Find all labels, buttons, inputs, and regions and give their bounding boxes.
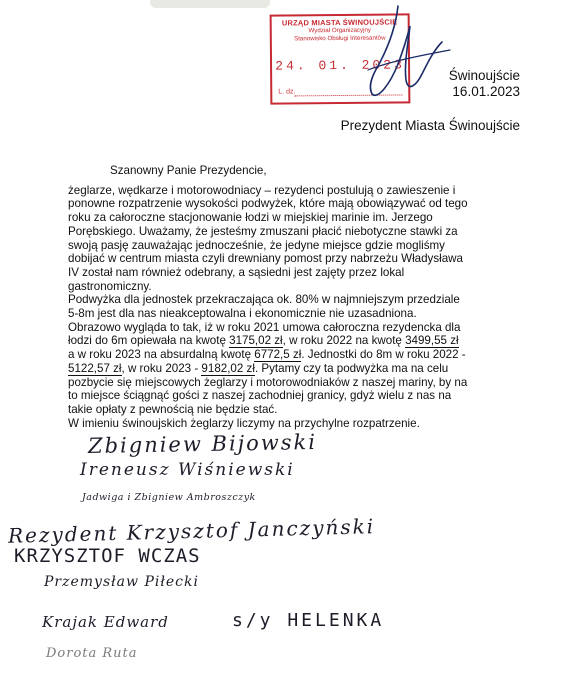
recipient: Prezydent Miasta Świnoujście bbox=[340, 118, 520, 133]
page-top-edge bbox=[150, 0, 270, 8]
stamp-unit: Stanowisko Obsługi Interesantów bbox=[294, 34, 386, 43]
signature-6: Przemysław Piłecki bbox=[44, 574, 199, 590]
greeting: Szanowny Panie Prezydencie, bbox=[110, 164, 267, 177]
amount-2023: 6772,5 zł bbox=[254, 348, 302, 362]
p2-text-a: Podwyżka dla jednostek przekraczająca ok. 80% w najmniejszym przedziale 5-8m jest dla nas nieakceptowalna i ekonomicznie nie uzasadniona. Obrazowo wygląda to tak, iż w roku 2021 umowa całoroczna rezydencka dla łodzi do 6m opiewała na kwotę bbox=[68, 293, 461, 348]
place: Świnoujście bbox=[448, 68, 520, 83]
signature-4: Rezydent Krzysztof Janczyński bbox=[7, 514, 376, 548]
amount8-2023: 9182,02 zł bbox=[201, 361, 255, 375]
signature-7: Krajak Edward bbox=[42, 613, 169, 631]
p2-text-c: a w roku 2023 na absurdalną kwotę bbox=[68, 348, 255, 362]
p2-text-f: . Pytamy czy ta podwyżka ma na celu pozbycie się miejscowych żeglarzy i motorowodniaków z naszej mariny, by na to miejsce ściągnąć gości z naszej zachodniej granicy, gdyż wielu z nas na takie opłaty z pewnością nie będzie stać. bbox=[68, 361, 468, 416]
amount-2021: 3175,02 zł bbox=[229, 334, 283, 348]
paragraph-2 bbox=[68, 293, 468, 416]
signature-2: Ireneusz Wiśniewski bbox=[80, 460, 295, 480]
signature-5: KRZYSZTOF WCZAS bbox=[14, 545, 201, 567]
stamp-ldz-label: L. dz. bbox=[278, 88, 296, 96]
stamp-department: Wydział Organizacyjny bbox=[308, 26, 372, 35]
letter-date: 16.01.2023 bbox=[452, 84, 520, 99]
stamp-date: 24. 01. 2023 bbox=[275, 57, 405, 74]
place-date bbox=[449, 68, 520, 100]
p2-text-e: , w roku 2023 - bbox=[121, 361, 202, 375]
closing: W imieniu świnoujskich żeglarzy liczymy na przychylne rozpatrzenie. bbox=[68, 416, 420, 430]
letter-body bbox=[68, 164, 468, 430]
signature-8: s/y HELENKA bbox=[232, 610, 385, 631]
paragraph-1: żeglarze, wędkarze i motorowodniacy – rezydenci postulują o zawieszenie i ponowne rozpatrzenie wysokości podwyżek, które mają obowiązywać od tego roku za całoroczne stacjonowanie łodzi w miejskiej marinie im. Jerzego Porębskiego. Uważamy, że jesteśmy zmuszani płacić niebotyczne stawki za swoją pasję zauważając jednocześnie, że jedyne miejsce gdzie mogliśmy dobijać w centrum miasta czyli drewniany pomost przy nabrzeżu Władysława IV został nam również odebrany, a sąsiedni jest zajęty przez lokal gastronomiczny. bbox=[68, 183, 468, 293]
stamp-office: URZĄD MIASTA ŚWINOUJŚCIE bbox=[281, 17, 398, 28]
p2-text-b: , w roku 2022 na kwotę bbox=[282, 334, 406, 348]
clerk-signature bbox=[338, 4, 458, 114]
p2-text-d: . Jednostki do 8m w roku 2022 - bbox=[301, 348, 466, 362]
amount8-2022: 5122,57 zł bbox=[68, 361, 122, 375]
amount-2022: 3499,55 zł bbox=[405, 334, 459, 348]
signature-1: Zbigniew Bijowski bbox=[87, 430, 318, 458]
signature-3: Jadwiga i Zbigniew Ambroszczyk bbox=[82, 492, 256, 503]
signature-9: Dorota Ruta bbox=[46, 646, 138, 661]
